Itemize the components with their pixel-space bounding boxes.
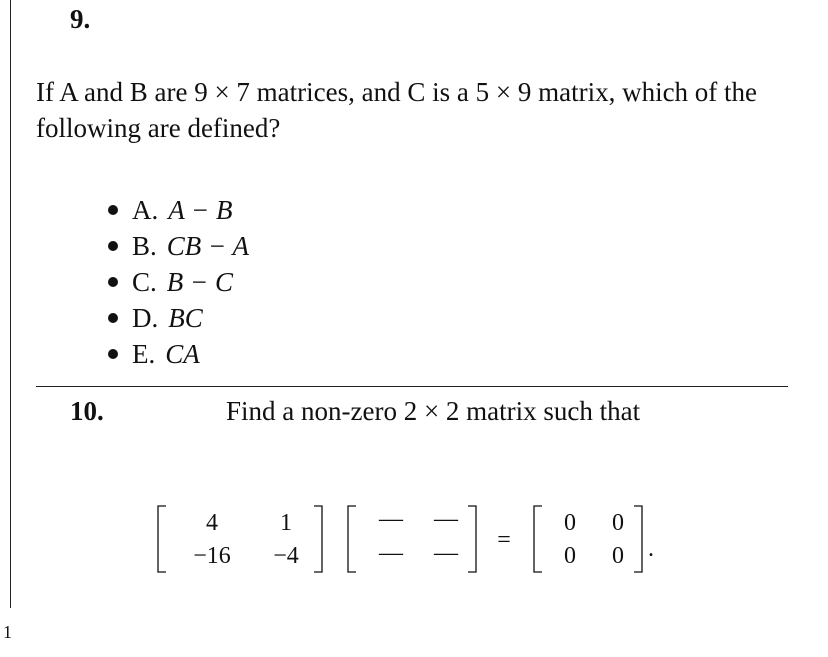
left-bracket-zero (534, 506, 542, 572)
zero-entry-21: 0 (564, 543, 576, 569)
choice-expression: BC (168, 303, 203, 333)
question-10-number: 10. (70, 396, 104, 426)
zero-entry-11: 0 (564, 510, 576, 536)
blank-entry-11[interactable]: — (379, 506, 403, 532)
question-9-prompt: If A and B are 9 × 7 matrices, and C is a 5 × 9 matrix, which of the following are defined? (36, 77, 758, 143)
choice-letter: C. (132, 267, 157, 297)
blank-entry-21[interactable]: — (379, 540, 403, 566)
right-bracket-given (314, 506, 322, 572)
answer-choices (100, 192, 249, 372)
choice-e[interactable] (100, 336, 249, 372)
matrix-equation (150, 500, 670, 580)
zero-entry-22: 0 (612, 543, 624, 569)
bullet-icon (108, 241, 118, 251)
choice-letter: D. (132, 303, 159, 333)
given-entry-11: 4 (206, 510, 218, 536)
given-entry-12: 1 (280, 510, 292, 536)
choice-letter: A. (132, 195, 159, 225)
given-entry-21: −16 (193, 543, 231, 569)
zero-entry-12: 0 (612, 510, 624, 536)
page-number: 1 (3, 622, 12, 642)
blank-entry-22[interactable]: — (434, 540, 458, 566)
left-bracket-unknown (348, 506, 356, 572)
choice-a[interactable] (100, 192, 249, 228)
question-9-number: 9. (70, 4, 91, 34)
choice-letter: E. (132, 339, 156, 369)
section-divider (36, 386, 788, 387)
choice-expression: CB − A (166, 231, 249, 261)
choice-expression: B − C (166, 267, 233, 297)
choice-letter: B. (132, 231, 157, 261)
period: . (648, 536, 654, 562)
choice-expression: A − B (168, 195, 233, 225)
right-bracket-zero (634, 506, 642, 572)
blank-entry-12[interactable]: — (434, 506, 458, 532)
choice-c[interactable] (100, 264, 249, 300)
left-bracket-given (158, 506, 166, 572)
right-bracket-unknown (468, 506, 476, 572)
bullet-icon (108, 205, 118, 215)
choice-expression: CA (165, 339, 200, 369)
bullet-icon (108, 349, 118, 359)
equals-sign: = (497, 527, 511, 553)
given-entry-22: −4 (273, 543, 299, 569)
choice-d[interactable] (100, 300, 249, 336)
bullet-icon (108, 277, 118, 287)
choice-b[interactable] (100, 228, 249, 264)
bullet-icon (108, 313, 118, 323)
question-10-prompt: Find a non-zero 2 × 2 matrix such that (226, 396, 641, 426)
margin-line (10, 0, 11, 608)
